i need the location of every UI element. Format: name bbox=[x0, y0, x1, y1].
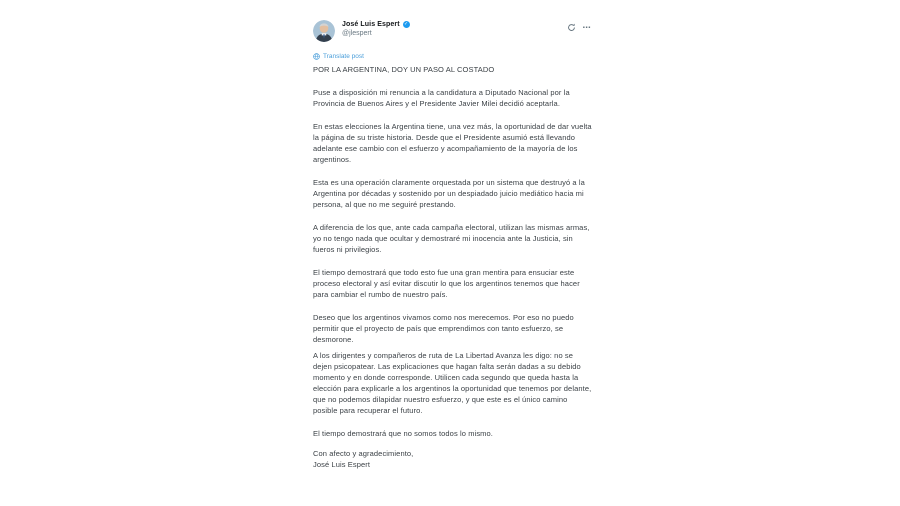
tweet-body bbox=[313, 87, 593, 439]
avatar[interactable] bbox=[313, 20, 335, 42]
tweet-paragraph: En estas elecciones la Argentina tiene, una vez más, la oportunidad de dar vuelta la página de su triste historia. Desde que el Presidente asumió está llevando adelante ese cambio con el esfuerzo y acompañamiento de la mayoría de los argentinos. bbox=[313, 122, 592, 164]
tweet-paragraph: Deseo que los argentinos vivamos como nos merecemos. Por eso no puedo permitir que el proyecto de país que emprendimos con tanto esfuerzo, se desmorone. bbox=[313, 313, 574, 344]
translate-link[interactable] bbox=[313, 53, 364, 60]
tweet-signature bbox=[313, 448, 593, 470]
author-block bbox=[342, 20, 410, 37]
tweet-paragraph: A los dirigentes y compañeros de ruta de La Libertad Avanza les digo: no se dejen psicopatear. Las explicaciones que hagan falta serán dadas a su debido momento y en donde corresponde. Utilicen cada segundo que queda hasta la elección para explicarle a los argentinos la oportunidad que tenemos por delante, que no podemos dilapidar nuestro esfuerzo, y que este es el único camino posible para recuperar el futuro. bbox=[313, 351, 592, 415]
more-options-icon[interactable]: ⋯ bbox=[582, 23, 591, 32]
tweet-paragraph: El tiempo demostrará que no somos todos lo mismo. bbox=[313, 429, 493, 438]
display-name[interactable]: José Luis Espert bbox=[342, 21, 400, 28]
signature-line: Con afecto y agradecimiento, bbox=[313, 449, 414, 458]
tweet-header bbox=[313, 20, 593, 44]
translate-label: Translate post bbox=[323, 53, 364, 60]
signature-line: José Luis Espert bbox=[313, 460, 371, 469]
tweet-title: POR LA ARGENTINA, DOY UN PASO AL COSTADO bbox=[313, 65, 495, 74]
header-actions bbox=[567, 23, 592, 32]
tweet-paragraph: El tiempo demostrará que todo esto fue una gran mentira para ensuciar este proceso electoral y así evitar discutir lo que los argentinos tenemos que hacer para cambiar el rumbo de nuestro país. bbox=[313, 268, 580, 299]
tweet-embed bbox=[313, 20, 593, 470]
name-row bbox=[342, 21, 410, 28]
avatar-photo bbox=[313, 20, 335, 42]
user-handle[interactable]: @jlespert bbox=[342, 30, 372, 37]
tweet-paragraph: Esta es una operación claramente orquestada por un sistema que destruyó a la Argentina por décadas y sostenido por un despiadado juicio mediático hacia mi persona, al que no me seguiré prestando. bbox=[313, 178, 585, 209]
translate-icon bbox=[313, 53, 320, 60]
verified-badge-icon: ✓ bbox=[404, 21, 409, 27]
tweet-paragraph: Puse a disposición mi renuncia a la candidatura a Diputado Nacional por la Provincia de Buenos Aires y el Presidente Javier Milei decidió aceptarla. bbox=[313, 88, 570, 108]
refresh-icon[interactable] bbox=[567, 23, 576, 32]
tweet-paragraph: A diferencia de los que, ante cada campaña electoral, utilizan las mismas armas, yo no tengo nada que ocultar y demostraré mi inocencia ante la Justicia, sin fueros ni privilegios. bbox=[313, 223, 590, 254]
